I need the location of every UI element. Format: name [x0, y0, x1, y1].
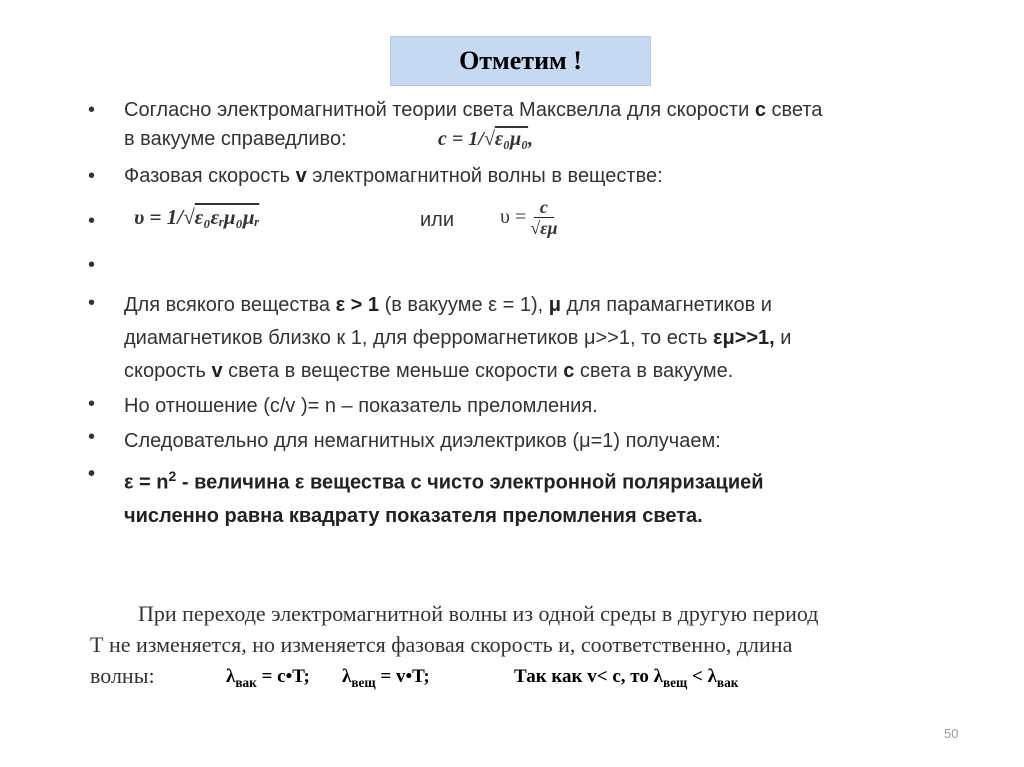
formula-upsilon: υ = 1/√ε₀εᵣμ₀μᵣ [134, 205, 260, 229]
bullet-maxwell [86, 96, 966, 158]
bullet-empty [86, 251, 966, 285]
bullet-refraction: • Но отношение (c/v )= n – показатель преломления. [86, 390, 966, 423]
bullet-text-line2: в вакууме справедливо: c = 1/√ε₀μ₀, [124, 125, 966, 154]
bullet-marker: • [88, 165, 96, 187]
formula-upsilon-frac: υ = $\frac{c}{√\varepsilon\mu}$ [500, 197, 558, 238]
bullet-substance: • Для всякого вещества ε > 1 (в вакууме ε = 1), μ для парамагнетиков и диамагнетиков близко к 1, для ферромагнетиков μ>>1, то есть εμ>>1, и скорость v света в веществе меньше скорости с света в вакууме. [86, 289, 966, 388]
wave-paragraph: При переходе электромагнитной волны из одной среды в другую период Т не изменяется, но изменяется фазовая скорость и, соответственно, длина волны: $\lambda_{вак}$ = c•T; $\lambda_{вещ}$ = v•T; Так как v< c, то $\lambda_{вещ} < \lambda_{вак}$ [90, 598, 950, 691]
page-number: 50 [944, 726, 959, 741]
bullet-marker: • [88, 292, 96, 314]
bullet-text: Согласно электромагнитной теории света Максвелла для скорости с света [124, 99, 823, 121]
formula-comparison: Так как v< c, то $\lambda_{вещ} < \lambda_{вак}$ [514, 666, 739, 690]
bullet-marker: • [88, 393, 96, 415]
bullet-marker: • [88, 463, 96, 485]
bullet-marker: • [88, 99, 96, 121]
bullet-marker: • [88, 254, 96, 276]
bullet-list [86, 96, 966, 533]
formula-c: c = 1/√ε₀μ₀, [438, 128, 534, 150]
slide-title: Отметим ! [390, 36, 651, 86]
bullet-epsilon: • $\varepsilon = n^2$ - величина ε вещества с чисто электронной поляризацией численно равна квадрату показателя преломления света. [86, 460, 966, 533]
bullet-formulas [86, 197, 966, 247]
bullet-dielectrics: • Следовательно для немагнитных диэлектриков (μ=1) получаем: [86, 423, 966, 460]
bullet-phase-speed: • Фазовая скорость v электромагнитной волны в веществе: [86, 162, 966, 191]
or-word: или [420, 209, 455, 231]
formula-lambda-vak: $\lambda_{вак}$ = c•T; [226, 666, 310, 690]
formula-lambda-vesh: $\lambda_{вещ}$ = v•T; [342, 666, 430, 690]
bullet-marker: • [88, 210, 96, 232]
bullet-marker: • [88, 426, 96, 448]
